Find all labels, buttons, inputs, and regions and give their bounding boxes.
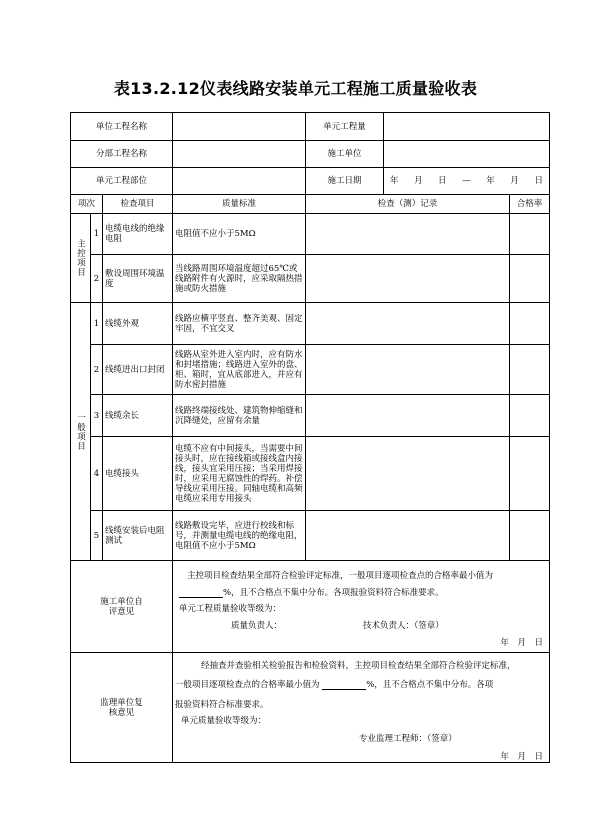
item-no: 1	[91, 303, 103, 345]
supervision-date: 年 月 日	[500, 752, 543, 762]
check-item-name: 线缆余长	[103, 395, 173, 437]
check-item-name: 电缆电线的绝缘电阻	[103, 214, 173, 255]
supervision-opinion[interactable]	[173, 653, 550, 763]
record-field[interactable]	[306, 303, 510, 345]
item-no: 4	[91, 437, 103, 511]
item-no: 3	[91, 395, 103, 437]
col-record: 检查（测）记录	[306, 195, 510, 214]
date-part: 年	[390, 176, 399, 186]
quality-standard: 电缆不应有中间接头，当需要中间接头时，应在接线箱或接线盒内接线，接头宜采用压接；当采用焊接时，应采用无腐蚀性的焊药。补偿导线应采用压接。同轴电缆和高频电缆应采用专用接头	[173, 437, 306, 511]
self-eval-label-cell	[71, 561, 173, 653]
pass-rate-field[interactable]	[510, 395, 550, 437]
check-item-name: 敷设周围环境温度	[103, 255, 173, 303]
date-part: —	[462, 176, 471, 186]
col-standard: 质量标准	[173, 195, 306, 214]
record-field[interactable]	[306, 437, 510, 511]
supervision-label-cell	[71, 653, 173, 763]
element-location-label: 单元工程部位	[71, 168, 173, 195]
self-eval-opinion[interactable]	[173, 561, 550, 653]
construction-date-field[interactable]	[384, 168, 550, 195]
date-part: 月	[510, 176, 519, 186]
pass-rate-field[interactable]	[510, 214, 550, 255]
quality-standard: 线路终端接线处、建筑物伸缩缝和沉降缝处，应留有余量	[173, 395, 306, 437]
date-part: 日	[438, 176, 447, 186]
sub-project-name-label: 分部工程名称	[71, 141, 173, 168]
quality-person-label: 质量负责人：	[231, 621, 283, 631]
supervision-label: 监理单位复核意见	[100, 697, 143, 718]
record-field[interactable]	[306, 214, 510, 255]
supervision-pass-rate-blank[interactable]	[322, 680, 366, 690]
form-title: 表13.2.12仪表线路安装单元工程施工质量验收表	[113, 79, 478, 98]
self-eval-date: 年 月 日	[500, 638, 543, 648]
check-item-name: 线缆安装后电阻测试	[103, 511, 173, 561]
quality-standard: 电阻值不应小于5MΩ	[173, 214, 306, 255]
unit-project-name-field[interactable]	[173, 113, 306, 141]
construction-date-label: 施工日期	[306, 168, 384, 195]
item-no: 2	[91, 345, 103, 395]
supervision-line3: 报验资料符合标准要求。	[175, 700, 269, 710]
supervision-line1: 经抽查并查验相关检验报告和检验资料，主控项目检查结果全部符合检验评定标准，	[201, 661, 516, 671]
supervision-line2b: %，且不合格点不集中分布。各项	[366, 680, 494, 690]
check-item-name: 线缆进出口封闭	[103, 345, 173, 395]
record-field[interactable]	[306, 511, 510, 561]
pass-rate-field[interactable]	[510, 345, 550, 395]
check-item-name: 线缆外观	[103, 303, 173, 345]
pass-rate-field[interactable]	[510, 255, 550, 303]
element-location-field[interactable]	[173, 168, 306, 195]
self-eval-line2: %，且不合格点不集中分布。各项报验资料符合标准要求。	[223, 588, 444, 598]
element-quantity-label: 单元工程量	[306, 113, 384, 141]
supervision-line2a: 一般项目逐项检查点的合格率最小值为	[175, 680, 320, 690]
record-field[interactable]	[306, 345, 510, 395]
col-check-item: 检查项目	[103, 195, 173, 214]
pass-rate-field[interactable]	[510, 511, 550, 561]
record-field[interactable]	[306, 255, 510, 303]
supervision-engineer-label: 专业监理工程师：（签章）	[359, 734, 457, 744]
self-eval-line1: 主控项目检查结果全部符合检验评定标准，一般项目逐项检查点的合格率最小值为	[187, 571, 494, 581]
pass-rate-field[interactable]	[510, 303, 550, 345]
date-part: 月	[414, 176, 423, 186]
pass-rate-field[interactable]	[510, 437, 550, 511]
supervision-line4: 单元质量验收等级为：	[181, 716, 267, 726]
item-no: 2	[91, 255, 103, 303]
general-group-label: 一般项目	[75, 412, 86, 451]
quality-standard: 当线路周围环境温度超过65℃或线路附件有火源时，应采取隔热措施或防火措施	[173, 255, 306, 303]
tech-person-label: 技术负责人：（签章）	[363, 621, 444, 631]
sub-project-name-field[interactable]	[173, 141, 306, 168]
quality-standard: 线路从室外进入室内时，应有防水和封堵措施；线路进入室外的盘、柜、箱时，宜从底部进入，并应有防水密封措施	[173, 345, 306, 395]
item-no: 5	[91, 511, 103, 561]
main-group-label: 主控项目	[75, 239, 86, 277]
general-group-cell	[71, 303, 91, 561]
record-field[interactable]	[306, 395, 510, 437]
self-eval-line3: 单元工程质量验收等级为：	[179, 604, 282, 614]
self-eval-label: 施工单位自评意见	[100, 596, 143, 617]
main-group-cell	[71, 214, 91, 303]
col-pass-rate: 合格率	[510, 195, 550, 214]
item-no: 1	[91, 214, 103, 255]
acceptance-form-table	[70, 112, 550, 763]
min-pass-rate-blank[interactable]	[179, 588, 223, 598]
date-part: 年	[486, 176, 495, 186]
quality-standard: 线路应横平竖直、整齐美观、固定牢固，不宜交叉	[173, 303, 306, 345]
quality-standard: 线路敷设完毕，应进行校线和标号，并测量电缆电线的绝缘电阻，电阻值不应小于5MΩ	[173, 511, 306, 561]
construction-unit-field[interactable]	[384, 141, 550, 168]
check-item-name: 电缆接头	[103, 437, 173, 511]
construction-unit-label: 施工单位	[306, 141, 384, 168]
col-item-no: 项次	[71, 195, 103, 214]
element-quantity-field[interactable]	[384, 113, 550, 141]
date-part: 日	[534, 176, 543, 186]
unit-project-name-label: 单位工程名称	[71, 113, 173, 141]
